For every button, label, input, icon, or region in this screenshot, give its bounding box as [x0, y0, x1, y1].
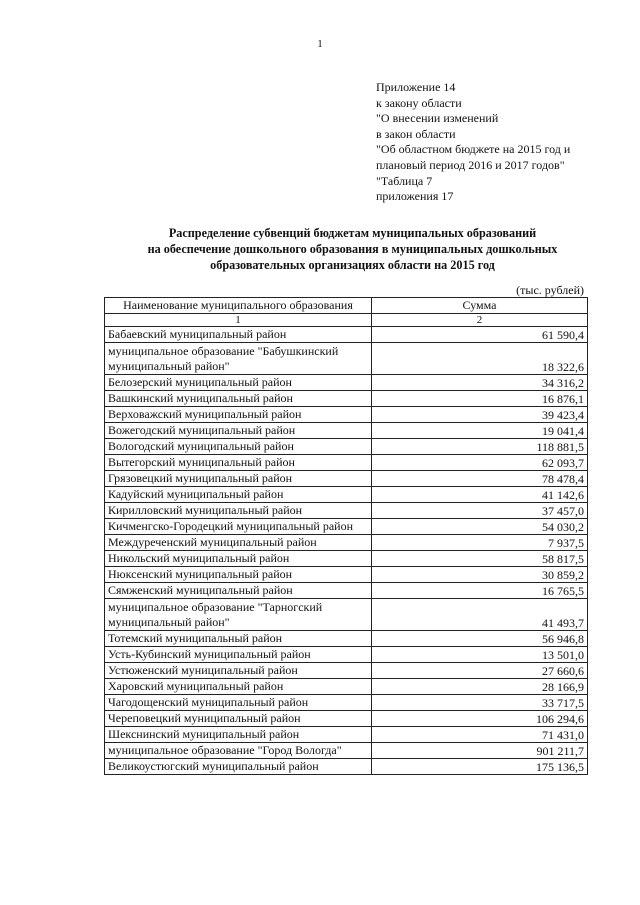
municipality-name: Кичменгско-Городецкий муниципальный район: [105, 519, 372, 535]
subsidy-amount: 106 294,6: [372, 711, 588, 727]
subsidy-amount: 118 881,5: [372, 439, 588, 455]
page-number: 1: [317, 38, 323, 50]
subsidy-amount: 62 093,7: [372, 455, 588, 471]
column-header-sum: Сумма: [372, 298, 588, 314]
municipality-name: Усть-Кубинский муниципальный район: [105, 647, 372, 663]
document-title: [60, 225, 640, 273]
municipality-name: Тотемский муниципальный район: [105, 631, 372, 647]
municipality-name: Нюксенский муниципальный район: [105, 567, 372, 583]
subsidy-amount: 41 493,7: [372, 599, 588, 631]
table-row: [105, 487, 588, 503]
municipality-name: Великоустюгский муниципальный район: [105, 759, 372, 775]
appendix-line: приложения 17: [376, 189, 454, 204]
units-label: (тыс. рублей): [516, 283, 584, 297]
municipality-name: Вашкинский муниципальный район: [105, 391, 372, 407]
column-header-name: Наименование муниципального образования: [105, 298, 372, 314]
title-line: на обеспечение дошкольного образования в муниципальных дошкольных: [147, 242, 558, 256]
table-row: [105, 599, 588, 631]
municipality-name: Шекснинский муниципальный район: [105, 727, 372, 743]
subsidy-amount: 39 423,4: [372, 407, 588, 423]
municipality-name: Чагодощенский муниципальный район: [105, 695, 372, 711]
subsidy-amount: 901 211,7: [372, 743, 588, 759]
table-row: [105, 631, 588, 647]
municipality-name: Череповецкий муниципальный район: [105, 711, 372, 727]
subsidy-amount: 18 322,6: [372, 343, 588, 375]
table-row: [105, 327, 588, 343]
table-row: [105, 583, 588, 599]
table-header-row: [105, 298, 588, 314]
table-row: [105, 375, 588, 391]
table-row: [105, 503, 588, 519]
subsidy-amount: 56 946,8: [372, 631, 588, 647]
municipality-name: Междуреченский муниципальный район: [105, 535, 372, 551]
appendix-line: "О внесении изменений: [376, 111, 499, 126]
subsidy-amount: 175 136,5: [372, 759, 588, 775]
municipality-name: Сямженский муниципальный район: [105, 583, 372, 599]
municipality-name: Вологодский муниципальный район: [105, 439, 372, 455]
table-row: [105, 455, 588, 471]
municipality-name: Вытегорский муниципальный район: [105, 455, 372, 471]
table-row: [105, 679, 588, 695]
table-row: [105, 663, 588, 679]
subsidy-amount: 27 660,6: [372, 663, 588, 679]
table-index-row: [105, 314, 588, 327]
subsidy-table: [104, 297, 588, 775]
title-line: Распределение субвенций бюджетам муниципальных образований: [168, 226, 537, 240]
subsidy-amount: 58 817,5: [372, 551, 588, 567]
table-row: [105, 647, 588, 663]
table-row: [105, 407, 588, 423]
column-number-1: 1: [105, 314, 372, 327]
table-row: [105, 759, 588, 775]
subsidy-amount: 71 431,0: [372, 727, 588, 743]
municipality-name: Белозерский муниципальный район: [105, 375, 372, 391]
subsidy-amount: 78 478,4: [372, 471, 588, 487]
subsidy-amount: 7 937,5: [372, 535, 588, 551]
municipality-name: Устюженский муниципальный район: [105, 663, 372, 679]
appendix-line: Приложение 14: [376, 80, 456, 94]
subsidy-amount: 61 590,4: [372, 327, 588, 343]
table-row: [105, 727, 588, 743]
subsidy-amount: 16 876,1: [372, 391, 588, 407]
table-row: [105, 695, 588, 711]
appendix-line: "Таблица 7: [376, 173, 433, 188]
municipality-name: муниципальное образование "Город Вологда": [105, 743, 372, 759]
table-row: [105, 471, 588, 487]
appendix-line: к закону области: [376, 95, 462, 110]
appendix-line: плановый период 2016 и 2017 годов": [376, 157, 565, 172]
title-line: образовательных организациях области на 2015 год: [210, 258, 495, 272]
table-row: [105, 551, 588, 567]
subsidy-amount: 41 142,6: [372, 487, 588, 503]
table-row: [105, 743, 588, 759]
municipality-name: Харовский муниципальный район: [105, 679, 372, 695]
column-number-2: 2: [372, 314, 588, 327]
municipality-name: муниципальное образование "Тарногский муниципальный район": [105, 599, 372, 631]
appendix-line: "Об областном бюджете на 2015 год и: [376, 142, 571, 157]
appendix-line: в закон области: [376, 126, 456, 141]
subsidy-amount: 30 859,2: [372, 567, 588, 583]
table-row: [105, 711, 588, 727]
table-row: [105, 567, 588, 583]
subsidy-amount: 16 765,5: [372, 583, 588, 599]
subsidy-amount: 13 501,0: [372, 647, 588, 663]
subsidy-amount: 54 030,2: [372, 519, 588, 535]
table-row: [105, 535, 588, 551]
table-row: [105, 391, 588, 407]
table-row: [105, 519, 588, 535]
table-row: [105, 439, 588, 455]
municipality-name: Вожегодский муниципальный район: [105, 423, 372, 439]
municipality-name: Грязовецкий муниципальный район: [105, 471, 372, 487]
municipality-name: Кирилловский муниципальный район: [105, 503, 372, 519]
subsidy-amount: 33 717,5: [372, 695, 588, 711]
municipality-name: Бабаевский муниципальный район: [105, 327, 372, 343]
appendix-header: [376, 80, 636, 205]
table-row: [105, 423, 588, 439]
municipality-name: муниципальное образование "Бабушкинский муниципальный район": [105, 343, 372, 375]
subsidy-amount: 37 457,0: [372, 503, 588, 519]
subsidy-amount: 34 316,2: [372, 375, 588, 391]
municipality-name: Никольский муниципальный район: [105, 551, 372, 567]
municipality-name: Кадуйский муниципальный район: [105, 487, 372, 503]
table-row: [105, 343, 588, 375]
municipality-name: Верховажский муниципальный район: [105, 407, 372, 423]
subsidy-amount: 28 166,9: [372, 679, 588, 695]
subsidy-amount: 19 041,4: [372, 423, 588, 439]
